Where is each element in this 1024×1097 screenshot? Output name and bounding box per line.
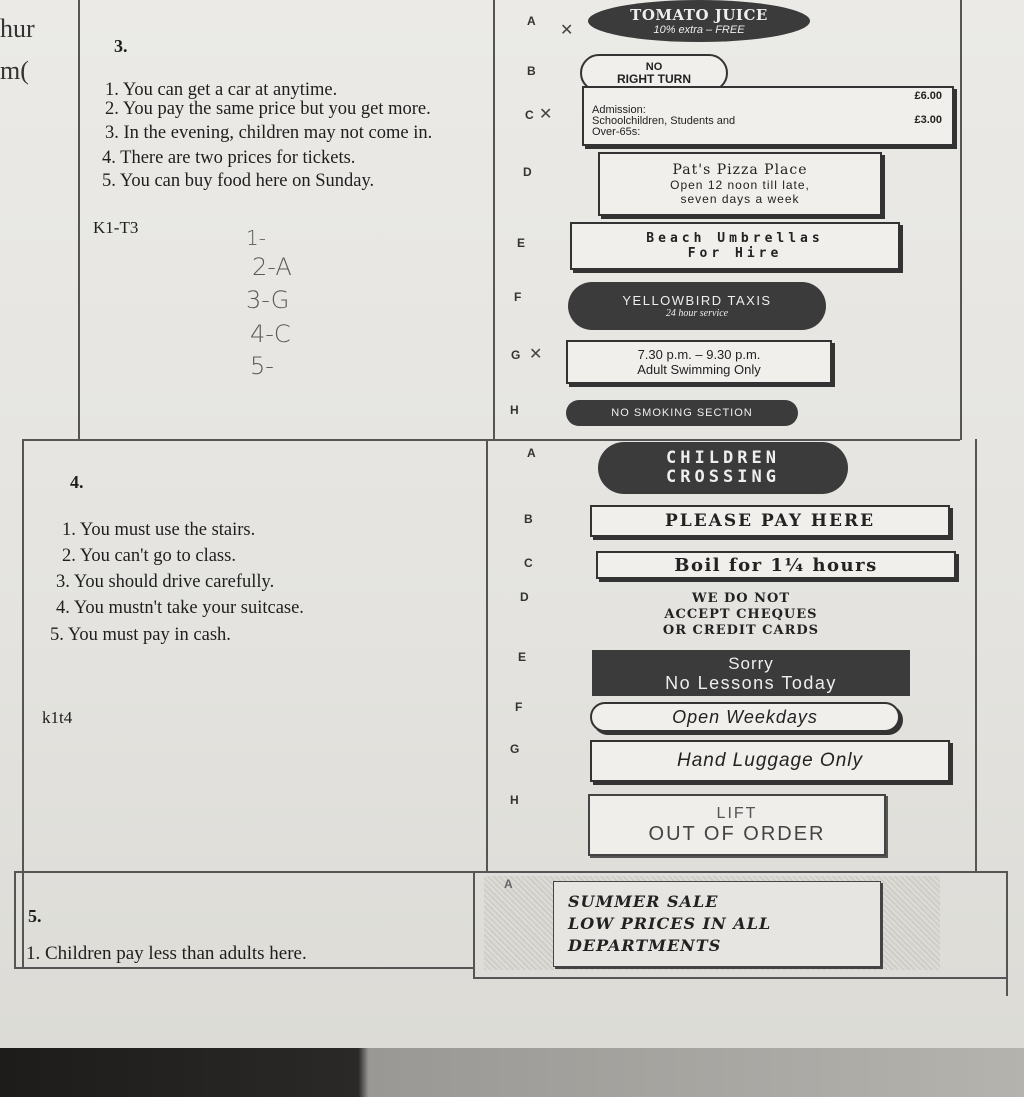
sign-summer-sale [553, 881, 881, 967]
q3-statement-2: 2. You pay the same price but you get more. [105, 99, 431, 119]
q3-statement-5: 5. You can buy food here on Sunday. [102, 171, 375, 191]
sign-boil-text: Boil for 1¼ hours [674, 554, 878, 576]
sign-summer-sale-line3: DEPARTMENTS [568, 936, 722, 955]
q5-statement-1: 1. Children pay less than adults here. [26, 943, 307, 964]
sign-no-lessons [592, 650, 910, 696]
q4-code-label: k1t4 [42, 708, 73, 727]
sign-admission-prices [582, 86, 954, 146]
sign-swimming-note: Adult Swimming Only [637, 362, 761, 377]
sign-children-crossing-line2: CROSSING [666, 467, 780, 487]
sign-cheques-line2: ACCEPT CHEQUES [664, 607, 818, 622]
sign-cheques-line1: WE DO NOT [691, 591, 791, 606]
sign-lift-line1: LIFT [716, 804, 758, 822]
table-right-border-q4 [975, 439, 977, 871]
q3-option-letter-c: C [525, 108, 534, 122]
q3-answer-2: 2-A [252, 253, 292, 281]
row-divider-q3-q4 [22, 439, 960, 441]
sign-beach-umbrellas [570, 222, 900, 270]
sign-lift-out-of-order [588, 794, 886, 856]
sign-children-crossing-line1: CHILDREN [666, 448, 780, 468]
desk-background [0, 1048, 1024, 1097]
q4-statement-5: 5. You must pay in cash. [50, 625, 231, 645]
sign-no-smoking [566, 400, 798, 426]
sign-beach-umbrellas-line1: Beach Umbrellas [646, 231, 824, 246]
sign-no-cheques [596, 588, 886, 642]
q3-answer-5: 5- [250, 352, 274, 380]
q4-option-letter-h: H [510, 793, 519, 807]
q5-option-letter-a: A [504, 877, 513, 891]
q4-option-letter-a: A [527, 446, 536, 460]
sign-summer-sale-line1: SUMMER SALE [568, 892, 719, 911]
sign-adult-swimming [566, 340, 832, 384]
sign-pizza-place [598, 152, 882, 216]
q3-cross-mark-a: ✕ [560, 20, 574, 39]
table-divider-q4 [486, 439, 488, 871]
row-divider-q4-q5 [14, 871, 1008, 873]
sign-no-right-turn-line1: NO [645, 60, 663, 73]
sign-admission-price-adult: £6.00 [914, 90, 942, 102]
sign-tomato-juice-offer: 10% extra – FREE [653, 24, 745, 36]
q3-cross-mark-g: ✕ [529, 344, 543, 363]
q3-option-letter-d: D [523, 165, 532, 179]
question-5-number: 5. [28, 906, 42, 926]
sign-taxis-title: YELLOWBIRD TAXIS [622, 293, 772, 308]
q3-option-letter-a: A [527, 14, 536, 28]
q3-option-letter-g: G [511, 348, 521, 362]
q3-option-letter-e: E [517, 236, 526, 250]
margin-fragment-2: m( [0, 56, 29, 85]
q4-option-letter-c: C [524, 556, 533, 570]
q3-answer-1: 1- [246, 226, 266, 250]
table-divider-q3 [493, 0, 495, 440]
table-left-border-q5 [14, 871, 16, 969]
sign-boil-instruction [596, 551, 956, 579]
sign-open-weekdays-text: Open Weekdays [672, 706, 818, 727]
sign-admission-line3: Over-65s: [592, 125, 641, 138]
q3-statement-4: 4. There are two prices for tickets. [102, 148, 356, 168]
sign-taxis-service: 24 hour service [665, 308, 729, 319]
sign-pizza-title: Pat's Pizza Place [672, 162, 808, 178]
q3-option-letter-f: F [514, 290, 522, 304]
sign-please-pay-here [590, 505, 950, 537]
sign-admission-price-reduced: £3.00 [914, 114, 942, 126]
q3-option-letter-h: H [510, 403, 519, 417]
q3-statement-1: 1. You can get a car at anytime. [105, 80, 338, 100]
q3-statement-3: 3. In the evening, children may not come in. [105, 123, 433, 143]
sign-yellowbird-taxis [568, 282, 826, 330]
table-divider-q5 [473, 871, 475, 979]
sign-no-lessons-line1: Sorry [728, 653, 774, 673]
sign-admission-line1: Admission: [592, 103, 646, 116]
q3-answer-3: 3-G [246, 286, 290, 314]
q4-statement-4: 4. You mustn't take your suitcase. [56, 598, 304, 618]
sign-tomato-juice-title: TOMATO JUICE [630, 6, 768, 24]
q4-option-letter-f: F [515, 700, 523, 714]
sign-no-right-turn-line2: RIGHT TURN [617, 71, 691, 86]
q3-option-letter-b: B [527, 64, 536, 78]
q4-option-letter-e: E [518, 650, 527, 664]
q4-statement-3: 3. You should drive carefully. [56, 572, 275, 592]
question-3-number: 3. [114, 36, 128, 56]
sign-pizza-hours: Open 12 noon till late, [670, 178, 810, 192]
table-left-border-q3 [78, 0, 80, 440]
sign-pay-here-text: PLEASE PAY HERE [664, 511, 876, 531]
margin-fragment-1: hur [0, 14, 35, 43]
sign-admission-line2: Schoolchildren, Students and [592, 114, 736, 127]
sign-pizza-days: seven days a week [680, 192, 800, 206]
sign-no-lessons-line2: No Lessons Today [665, 672, 837, 693]
q3-code-label: K1-T3 [93, 218, 139, 237]
q4-option-letter-d: D [520, 590, 529, 604]
table-left-border-q4 [22, 439, 24, 969]
sign-open-weekdays [590, 702, 900, 732]
sign-swimming-times: 7.30 p.m. – 9.30 p.m. [637, 347, 761, 362]
sign-hand-luggage [590, 740, 950, 782]
sign-no-smoking-text: NO SMOKING SECTION [611, 407, 753, 419]
q4-statement-2: 2. You can't go to class. [62, 546, 236, 566]
sign-tomato-juice [588, 0, 810, 42]
sign-hand-luggage-text: Hand Luggage Only [676, 750, 863, 771]
q3-answer-4: 4-C [250, 320, 291, 348]
question-4-number: 4. [70, 472, 84, 492]
sign-summer-sale-line2: LOW PRICES IN ALL [568, 914, 772, 933]
sign-cheques-line3: OR CREDIT CARDS [662, 623, 820, 638]
q4-statement-1: 1. You must use the stairs. [62, 520, 256, 540]
sign-lift-line2: OUT OF ORDER [648, 822, 826, 845]
q4-option-letter-b: B [524, 512, 533, 526]
q4-option-letter-g: G [510, 742, 520, 756]
sign-beach-umbrellas-line2: For Hire [687, 246, 783, 261]
table-bottom-right [473, 977, 1007, 979]
sign-children-crossing [598, 442, 848, 494]
table-right-border-q3 [960, 0, 962, 440]
table-bottom-left [14, 967, 474, 969]
q3-cross-mark-c: ✕ [539, 104, 553, 123]
